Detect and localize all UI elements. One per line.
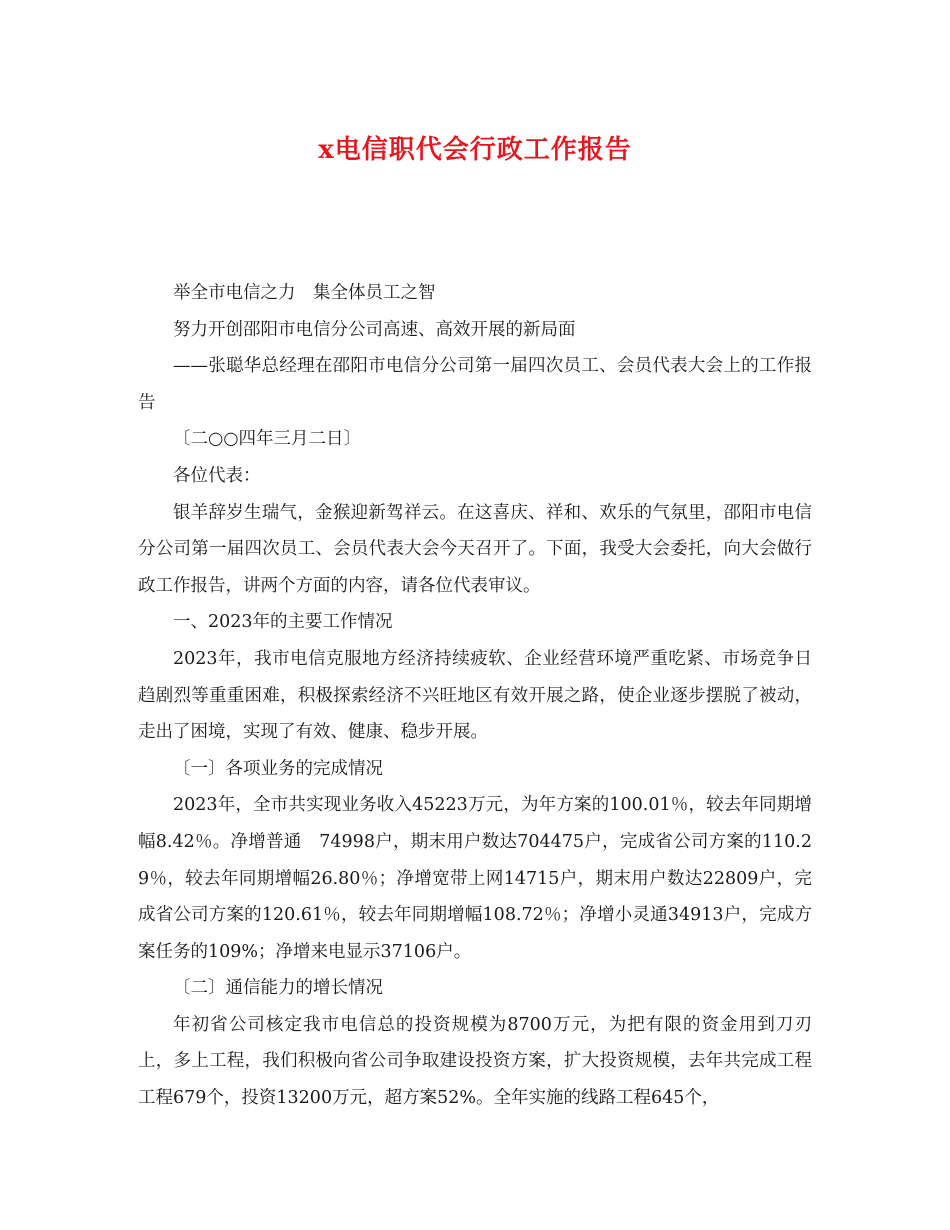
document-body	[138, 275, 812, 1117]
subtitle-line-1: 举全市电信之力 集全体员工之智	[173, 283, 436, 303]
subtitle-line-2: 努力开创邵阳市电信分公司高速、高效开展的新局面	[173, 319, 576, 340]
section-1-paragraph: 2023年，我市电信克服地方经济持续疲软、企业经营环境严重吃紧、市场竞争日趋剧烈等重重困难，积极探索经济不兴旺地区有效开展之路，使企业逐步摆脱了被动，走出了困境，实现了有效、健康、稳步开展。	[138, 648, 812, 743]
subsection-heading-2: 〔二〕通信能力的增长情况	[173, 978, 383, 999]
subsection-1-paragraph: 2023年，全市共实现业务收入45223万元，为年方案的100.01％，较去年同期增幅8.42％。净增普通 74998户，期末用户数达704475户，完成省公司方案的110.29％，较去年同期增幅26.80％；净增宽带上网14715户，期末用户数达22809户，完成省公司方案的120.61％，较去年同期增幅108.72％；净增小灵通34913户，完成方案任务的109%；净增来电显示37106户。	[138, 795, 812, 962]
salutation: 各位代表：	[173, 465, 261, 486]
subsection-heading-1: 〔一〕各项业务的完成情况	[173, 758, 383, 779]
section-heading-1: 一、2023年的主要工作情况	[173, 612, 393, 633]
opening-paragraph: 银羊辞岁生瑞气，金猴迎新驾祥云。在这喜庆、祥和、欢乐的气氛里，邵阳市电信分公司第一届四次员工、会员代表大会今天召开了。下面，我受大会委托，向大会做行政工作报告，讲两个方面的内容，请各位代表审议。	[138, 502, 812, 596]
date-line: 〔二○○四年三月二日〕	[173, 429, 362, 450]
document-title: x电信职代会行政工作报告	[318, 135, 632, 165]
subsection-2-paragraph: 年初省公司核定我市电信总的投资规模为8700万元，为把有限的资金用到刀刃上，多上工程，我们积极向省公司争取建设投资方案，扩大投资规模，去年共完成工程工程679个，投资13200万元，超方案52%。全年实施的线路工程645个，	[138, 1014, 812, 1109]
speaker-line: ——张聪华总经理在邵阳市电信分公司第一届四次员工、会员代表大会上的工作报告	[138, 356, 812, 413]
document-page	[138, 0, 812, 1230]
